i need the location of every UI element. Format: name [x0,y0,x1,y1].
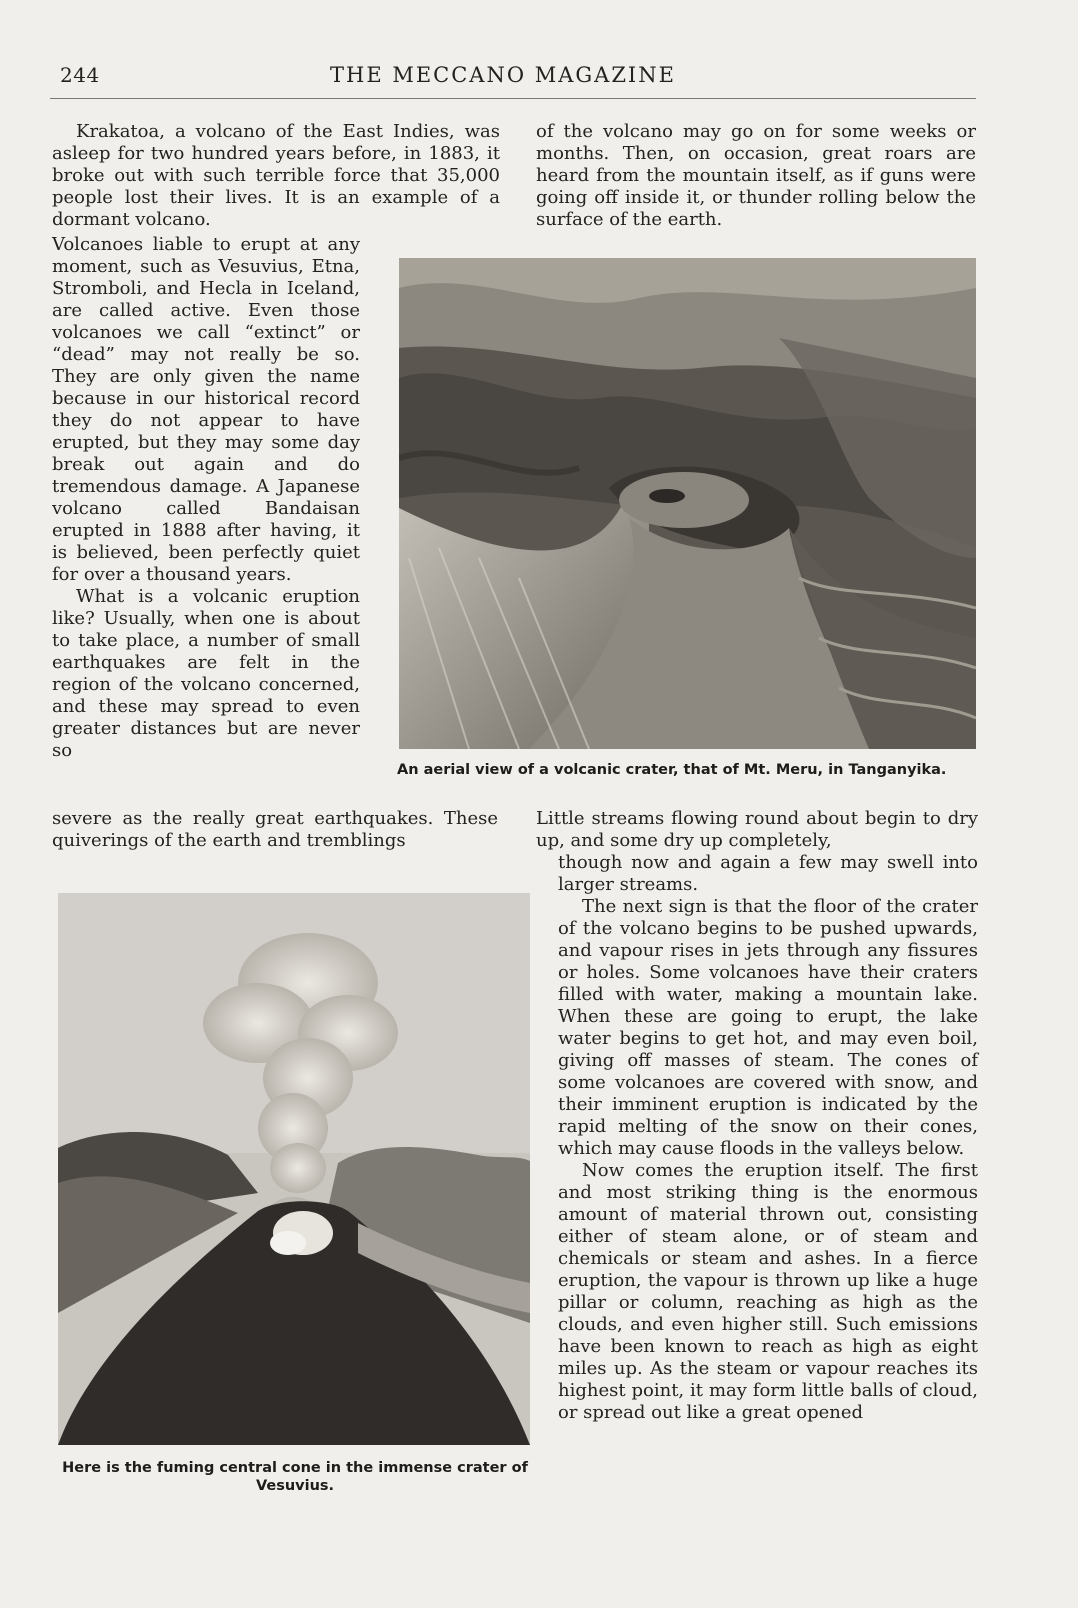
photo-mt-meru [399,258,976,749]
paragraph-crater-floor: The next sign is that the floor of the crater of the volcano begins to be pushed upwards, and vapour rises in jets through any fissures or holes. Some volcanoes have their craters filled with water, making a mountain lake. When these are going to erupt, the lake water begins to get hot, and may even boil, giving off masses of steam. The cones of some volcanoes are covered with snow, and their imminent eruption is indicated by the rapid melting of the snow on their cones, which may cause floods in the valleys below. [558,896,978,1159]
paragraph-streams: Little streams flowing round about begin to dry up, and some dry up completely, [536,808,978,851]
right-column-b [558,852,978,1424]
right-column-a [536,808,978,852]
left-column-top [52,121,500,231]
paragraph-quiverings: severe as the really great earthquakes. These quiverings of the earth and tremblings [52,808,498,851]
left-column-wide [52,808,498,852]
paragraph-continued: of the volcano may go on for some weeks or months. Then, on occasion, great roars are heard from the mountain itself, as if guns were going off inside it, or thunder rolling below the surface of the earth. [536,121,976,230]
photo-vesuvius [58,893,530,1445]
paragraph-eruption-signs: What is a volcanic eruption like? Usually, when one is about to take place, a number of small earthquakes are felt in the region of the volcano concerned, and these may spread to even greater distances but are never so [52,586,360,761]
left-column-narrow [52,234,360,762]
paragraph-krakatoa: Krakatoa, a volcano of the East Indies, was asleep for two hundred years before, in 1883, it broke out with such terrible force that 35,000 people lost their lives. It is an example of a dormant volcano. [52,121,500,230]
paragraph-active-volcanoes: Volcanoes liable to erupt at any moment, such as Vesuvius, Etna, Stromboli, and Hecla in Iceland, are called active. Even those volcanoes we call “extinct” or “dead” may not really be so. They are only given the name because in our historical record they do not appear to have erupted, but they may some day break out again and do tremendous damage. A Japanese volcano called Bandaisan erupted in 1888 after having, it is believed, been perfectly quiet for over a thousand years. [52,234,360,585]
magazine-title: THE MECCANO MAGAZINE [330,63,676,87]
caption-mt-meru: An aerial view of a volcanic crater, that of Mt. Meru, in Tanganyika. [397,762,947,778]
header-rule [50,98,976,99]
paragraph-eruption: Now comes the eruption itself. The first and most striking thing is the enormous amount of material thrown out, consisting either of steam alone, or of steam and chemicals or steam and ashes. In a fierce eruption, the vapour is thrown up like a huge pillar or column, reaching as high as the clouds, and even higher still. Such emissions have been known to reach as high as eight miles up. As the steam or vapour reaches its highest point, it may form little balls of cloud, or spread out like a great opened [558,1160,978,1423]
page-number: 244 [60,63,100,87]
paragraph-streams-cont: though now and again a few may swell into larger streams. [558,852,978,895]
right-column-top [536,121,976,231]
caption-vesuvius: Here is the fuming central cone in the immense crater of Vesuvius. [62,1460,528,1494]
